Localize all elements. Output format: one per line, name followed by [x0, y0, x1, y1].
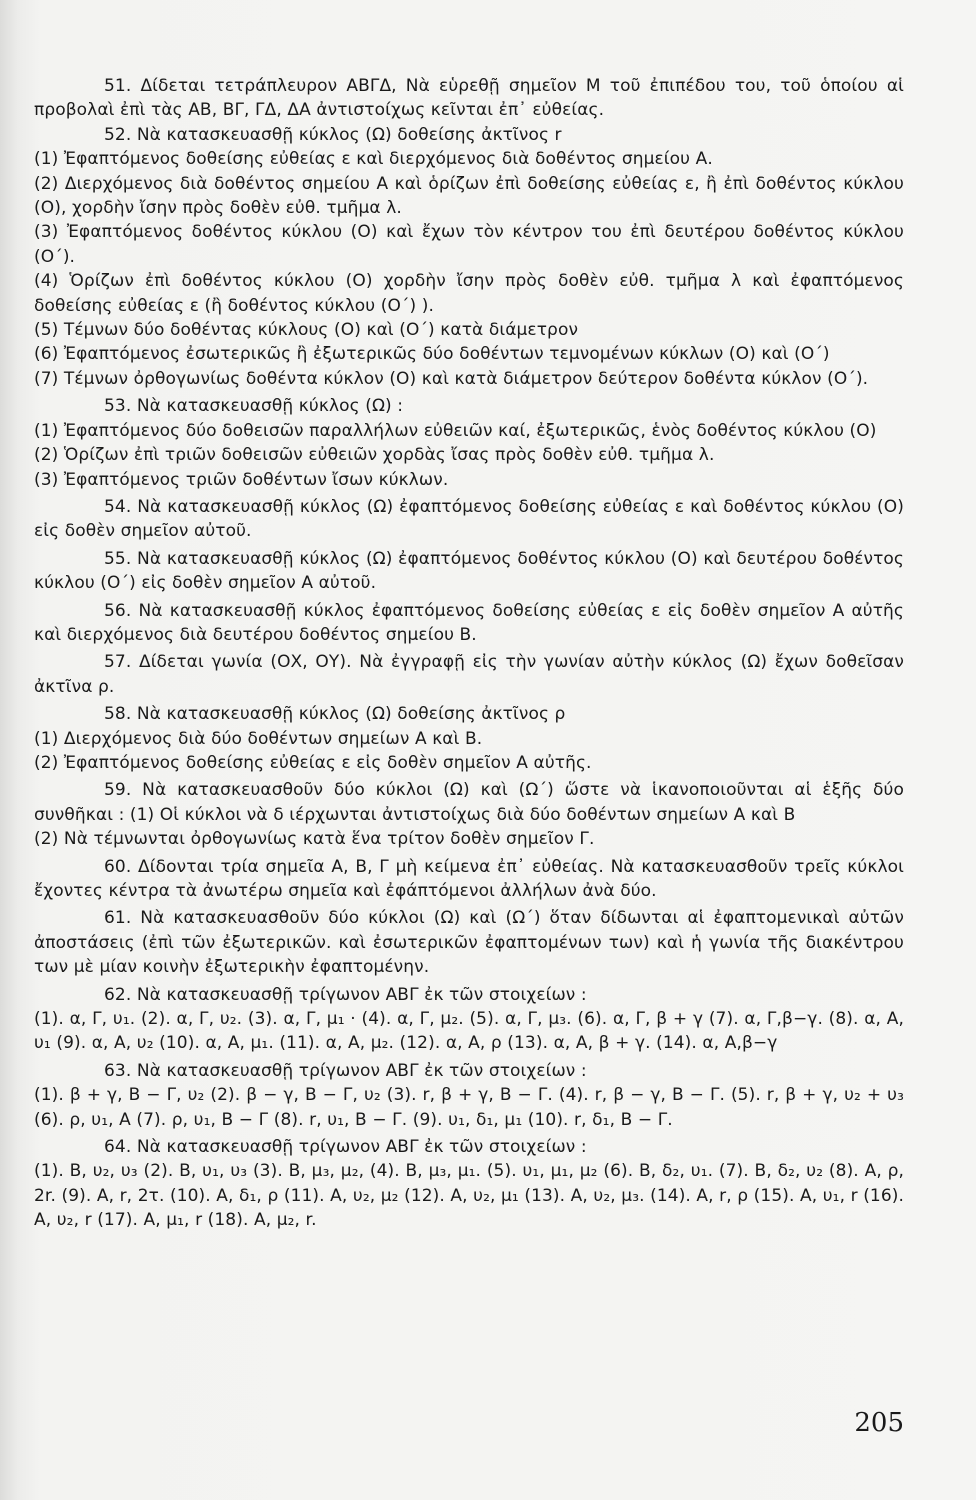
exercise-paragraph: (6) Ἐφαπτόμενος ἐσωτερικῶς ἢ ἐξωτερικῶς δύο δοθέντων τεμνομένων κύκλων (Ο) καὶ (Ο΄): [34, 344, 830, 365]
exercise-paragraph: (1) Διερχόμενος διὰ δύο δοθέντων σημείων Α καὶ Β.: [34, 728, 483, 749]
exercise-paragraph: 64. Νὰ κατασκευασθῇ τρίγωνον ΑΒΓ ἐκ τῶν στοιχείων :: [104, 1137, 587, 1158]
exercise-paragraph: (1). α, Γ, υ₁. (2). α, Γ, υ₂. (3). α, Γ, μ₁ · (4). α, Γ, μ₂. (5). α, Γ, μ₃. (6). α, Γ, β + γ (7). α, Γ,β−γ. (8). α, Α, υ₁ (9). α, Α, υ₂ (10). α, Α, μ₁. (11). α, Α, μ₂. (12). α, Α, ρ (13). α, Α, β + γ. (14). α, Α,β−γ: [34, 1009, 904, 1054]
exercise-paragraph: (1) Ἐφαπτόμενος δύο δοθεισῶν παραλλήλων εὐθειῶν καί, ἐξωτερικῶς, ἑνὸς δοθέντος κύκλου (Ο): [34, 420, 877, 441]
exercise-paragraph: 53. Νὰ κατασκευασθῇ κύκλος (Ω) :: [104, 396, 404, 417]
exercise-paragraph: (3) Ἐφαπτόμενος δοθέντος κύκλου (Ο) καὶ ἔχων τὸν κέντρον του ἐπὶ δευτέρου δοθέντος κύκλου (Ο΄).: [34, 222, 904, 267]
exercise-paragraph: 54. Νὰ κατασκευασθῇ κύκλος (Ω) ἐφαπτόμενος δοθείσης εὐθείας ε καὶ δοθέντος κύκλου (Ο) εἰς δοθὲν σημεῖον αὐτοῦ.: [34, 496, 904, 542]
exercise-paragraph: 59. Νὰ κατασκευασθοῦν δύο κύκλοι (Ω) καὶ (Ω΄) ὥστε νὰ ἱκανοποιοῦνται αἱ ἑξῆς δύο συνθῆκαι : (1) Οἱ κύκλοι νὰ δ ιέρχωνται ἀντιστοίχως διὰ δύο δοθέντων σημείων Α καὶ Β: [34, 780, 904, 825]
page-number: 205: [854, 1408, 904, 1438]
exercise-paragraph: (2) Νὰ τέμνωνται ὀρθογωνίως κατὰ ἕνα τρίτον δοθὲν σημεῖον Γ.: [34, 829, 595, 850]
exercise-paragraph: (5) Τέμνων δύο δοθέντας κύκλους (Ο) καὶ (Ο΄) κατὰ διάμετρον: [34, 320, 579, 341]
exercise-paragraph: 62. Νὰ κατασκευασθῇ τρίγωνον ΑΒΓ ἐκ τῶν στοιχείων :: [104, 984, 587, 1005]
exercise-paragraph: 57. Δίδεται γωνία (ΟΧ, ΟΥ). Νὰ ἐγγραφῇ εἰς τὴν γωνίαν αὐτὴν κύκλος (Ω) ἔχων δοθεῖσαν ἀκτῖνα ρ.: [34, 652, 904, 697]
exercise-paragraph: (7) Τέμνων ὀρθογωνίως δοθέντα κύκλον (Ο) καὶ κατὰ διάμετρον δεύτερον δοθέντα κύκλον (Ο΄).: [34, 368, 869, 389]
exercise-paragraph: 51. Δίδεται τετράπλευρον ΑΒΓΔ, Νὰ εὑρεθῇ σημεῖον Μ τοῦ ἐπιπέδου του, τοῦ ὁποίου αἱ προβολαὶ ἐπὶ τὰς ΑΒ, ΒΓ, ΓΔ, ΔΑ ἀντιστοίχως κεῖνται ἐπ᾿ εὐθείας.: [34, 76, 904, 121]
exercise-paragraph: (2) Ἐφαπτόμενος δοθείσης εὐθείας ε εἰς δοθὲν σημεῖον Α αὐτῆς.: [34, 752, 592, 773]
exercise-paragraph: 58. Νὰ κατασκευασθῇ κύκλος (Ω) δοθείσης ἀκτῖνος ρ: [104, 704, 566, 725]
exercise-paragraph: 63. Νὰ κατασκευασθῇ τρίγωνον ΑΒΓ ἐκ τῶν στοιχείων :: [104, 1060, 587, 1081]
exercise-paragraph: (2) Διερχόμενος διὰ δοθέντος σημείου Α καὶ ὁρίζων ἐπὶ δοθείσης εὐθείας ε, ἢ ἐπὶ δοθέντος κύκλου (Ο), χορδὴν ἴσην πρὸς δοθὲν εὐθ. τμῆμα λ.: [34, 173, 904, 219]
exercise-paragraph: 56. Νὰ κατασκευασθῇ κύκλος ἐφαπτόμενος δοθείσης εὐθείας ε εἰς δοθὲν σημεῖον Α αὐτῆς καὶ διερχόμενος διὰ δευτέρου δοθέντος σημείου Β.: [34, 600, 904, 645]
exercise-paragraph: (3) Ἐφαπτόμενος τριῶν δοθέντων ἴσων κύκλων.: [34, 469, 449, 490]
exercise-text: [34, 74, 904, 1233]
exercise-paragraph: (2) Ὁρίζων ἐπὶ τριῶν δοθεισῶν εὐθειῶν χορδὰς ἴσας πρὸς δοθὲν εὐθ. τμῆμα λ.: [34, 445, 715, 466]
exercise-paragraph: 61. Νὰ κατασκευασθοῦν δύο κύκλοι (Ω) καὶ (Ω΄) ὅταν δίδωνται αἱ ἐφαπτομενικαὶ αὐτῶν ἀποστάσεις (ἐπὶ τῶν ἐξωτερικῶν. καὶ ἐσωτερικῶν ἐφαπτομένων των) καὶ ἡ γωνία τῆς διακέντρου των μὲ μίαν κοινὴν ἐξωτερικὴν ἐφαπτομένην.: [34, 908, 904, 978]
exercise-paragraph: 52. Νὰ κατασκευασθῇ κύκλος (Ω) δοθείσης ἀκτῖνος r: [104, 124, 562, 145]
exercise-paragraph: 55. Νὰ κατασκευασθῇ κύκλος (Ω) ἐφαπτόμενος δοθέντος κύκλου (Ο) καὶ δευτέρου δοθέντος κύκλου (Ο΄) εἰς δοθὲν σημεῖον Α αὐτοῦ.: [34, 548, 904, 594]
exercise-paragraph: (1) Ἐφαπτόμενος δοθείσης εὐθείας ε καὶ διερχόμενος διὰ δοθέντος σημείου Α.: [34, 149, 713, 170]
exercise-paragraph: 60. Δίδονται τρία σημεῖα Α, Β, Γ μὴ κείμενα ἐπ᾿ εὐθείας. Νὰ κατασκευασθοῦν τρεῖς κύκλοι ἔχοντες κέντρα τὰ ἀνωτέρω σημεῖα καὶ ἐφάπτόμενοι ἀλλήλων ἀνὰ δύο.: [34, 856, 904, 901]
exercise-paragraph: (4) Ὁρίζων ἐπὶ δοθέντος κύκλου (Ο) χορδὴν ἴσην πρὸς δοθὲν εὐθ. τμῆμα λ καὶ ἐφαπτόμενος δοθείσης εὐθείας ε (ἢ δοθέντος κύκλου (Ο΄) ).: [34, 271, 904, 316]
exercise-paragraph: (1). Β, υ₂, υ₃ (2). Β, υ₁, υ₃ (3). Β, μ₃, μ₂, (4). Β, μ₃, μ₁. (5). υ₁, μ₁, μ₂ (6). Β, δ₂, υ₁. (7). Β, δ₂, υ₂ (8). Α, ρ, 2r. (9). Α, r, 2τ. (10). Α, δ₁, ρ (11). Α, υ₂, μ₂ (12). Α, υ₂, μ₁ (13). Α, υ₂, μ₃. (14). Α, r, ρ (15). Α, υ₁, r (16). Α, υ₂, r (17). Α, μ₁, r (18). Α, μ₂, r.: [34, 1161, 904, 1231]
exercise-paragraph: (1). β + γ, Β − Γ, υ₂ (2). β − γ, Β − Γ, υ₂ (3). r, β + γ, Β − Γ. (4). r, β − γ, Β − Γ. (5). r, β + γ, υ₂ + υ₃ (6). ρ, υ₁, Α (7). ρ, υ₁, Β − Γ (8). r, υ₁, Β − Γ. (9). υ₁, δ₁, μ₁ (10). r, δ₁, Β − Γ.: [34, 1085, 904, 1130]
